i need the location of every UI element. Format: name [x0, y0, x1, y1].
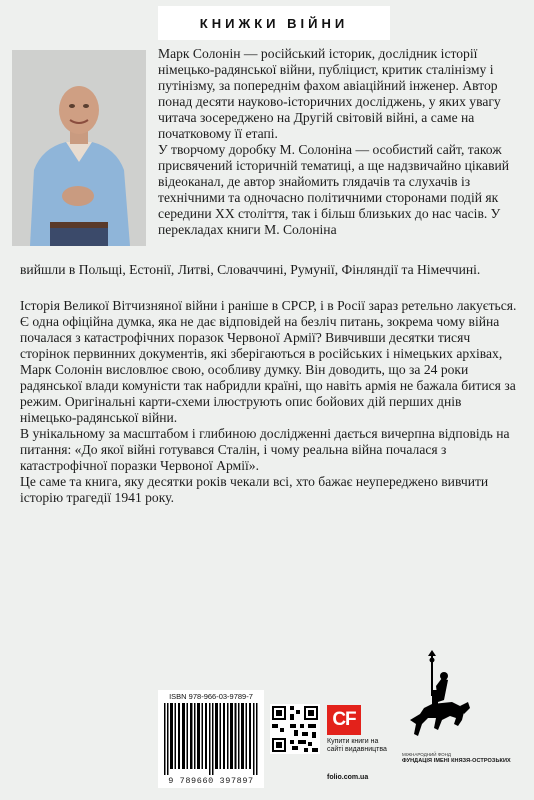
author-bio — [158, 46, 518, 238]
bio-paragraph: У творчому доробку М. Солоніна — особистий сайт, також присвячений історичній тематиці, а ще надзвичайно цікавий відеоканал, де автор знайомить глядачів та слухачів із технічними та одночасно політичними сторонами подій як середини XX століття, так і більш близьких до нас часів. У перекладах книги М. Солоніна — [158, 142, 510, 237]
barcode-box — [158, 690, 264, 788]
book-description — [20, 298, 520, 506]
foundation-label: МІЖНАРОДНИЙ ФОНД — [402, 752, 451, 757]
barcode-number: 9 789660 397897 — [168, 776, 254, 786]
author-photo-illustration — [12, 50, 146, 246]
description-paragraph: В унікальному за масштабом і глибиною дослідженні дається вичерпна відповідь на питання: «До якої війні готувався Сталін, і чому реальна війна почалася з катастрофічної поразки Червоної Армії». — [20, 426, 510, 473]
bio-tail: вийшли в Польщі, Естонії, Литві, Словаччині, Румунії, Фінляндії та Німеччині. — [20, 262, 481, 277]
series-title: КНИЖКИ ВІЙНИ — [199, 15, 349, 31]
foundation-name: ФУНДАЦІЯ ІМЕНІ КНЯЗЯ-ОСТРОЗЬКИХ — [402, 758, 511, 764]
publisher-website[interactable]: folio.com.ua — [327, 774, 369, 781]
barcode-icon — [164, 703, 258, 775]
publisher-logo-text: CF — [332, 709, 356, 730]
description-paragraph: Це саме та книга, яку десятки років чекали всі, хто бажає неупереджено вивчити історію трагедії 1941 року. — [20, 474, 489, 505]
monument-icon — [402, 650, 530, 752]
buy-books-text: Купити книги на сайті видавництва — [327, 738, 387, 753]
description-paragraph: Історія Великої Вітчизняної війни і раніше в СРСР, і в Росії зараз ретельно лакується. Є одна офіційна думка, яка не дає відповідей на безліч питань, зокрема чому війна почалася з катастрофічних поразок Червоної Армії? Вивчивши десятки тисяч сторінок первинних документів, які зберігаються в російських і німецьких архівах, Марк Солонін висловлює свою, особливу думку. Він доводить, що за 24 роки радянської влади комуністи так набридли країні, що навіть армія не бажала битися за режим. Оригінальні карти-схеми ілюструють опис бойових дій перших днів німецько-радянської війни. — [20, 298, 517, 425]
series-banner — [158, 6, 390, 40]
publisher-logo[interactable] — [327, 705, 361, 735]
isbn: ISBN 978-966-03-9789-7 — [169, 692, 253, 701]
author-photo — [12, 50, 146, 246]
bio-paragraph: Марк Солонін — російський історик, дослідник історії німецько-радянської війни, публіцист, критик сталінізму і путінізму, за попереднім фахом авіаційний інженер. Автор понад десяти науково-історичних досліджень, у яких увагу читача зосереджено на Другій світовій війні, а саме на початковому її етапі. — [158, 46, 501, 141]
qr-code-icon[interactable] — [270, 704, 320, 754]
